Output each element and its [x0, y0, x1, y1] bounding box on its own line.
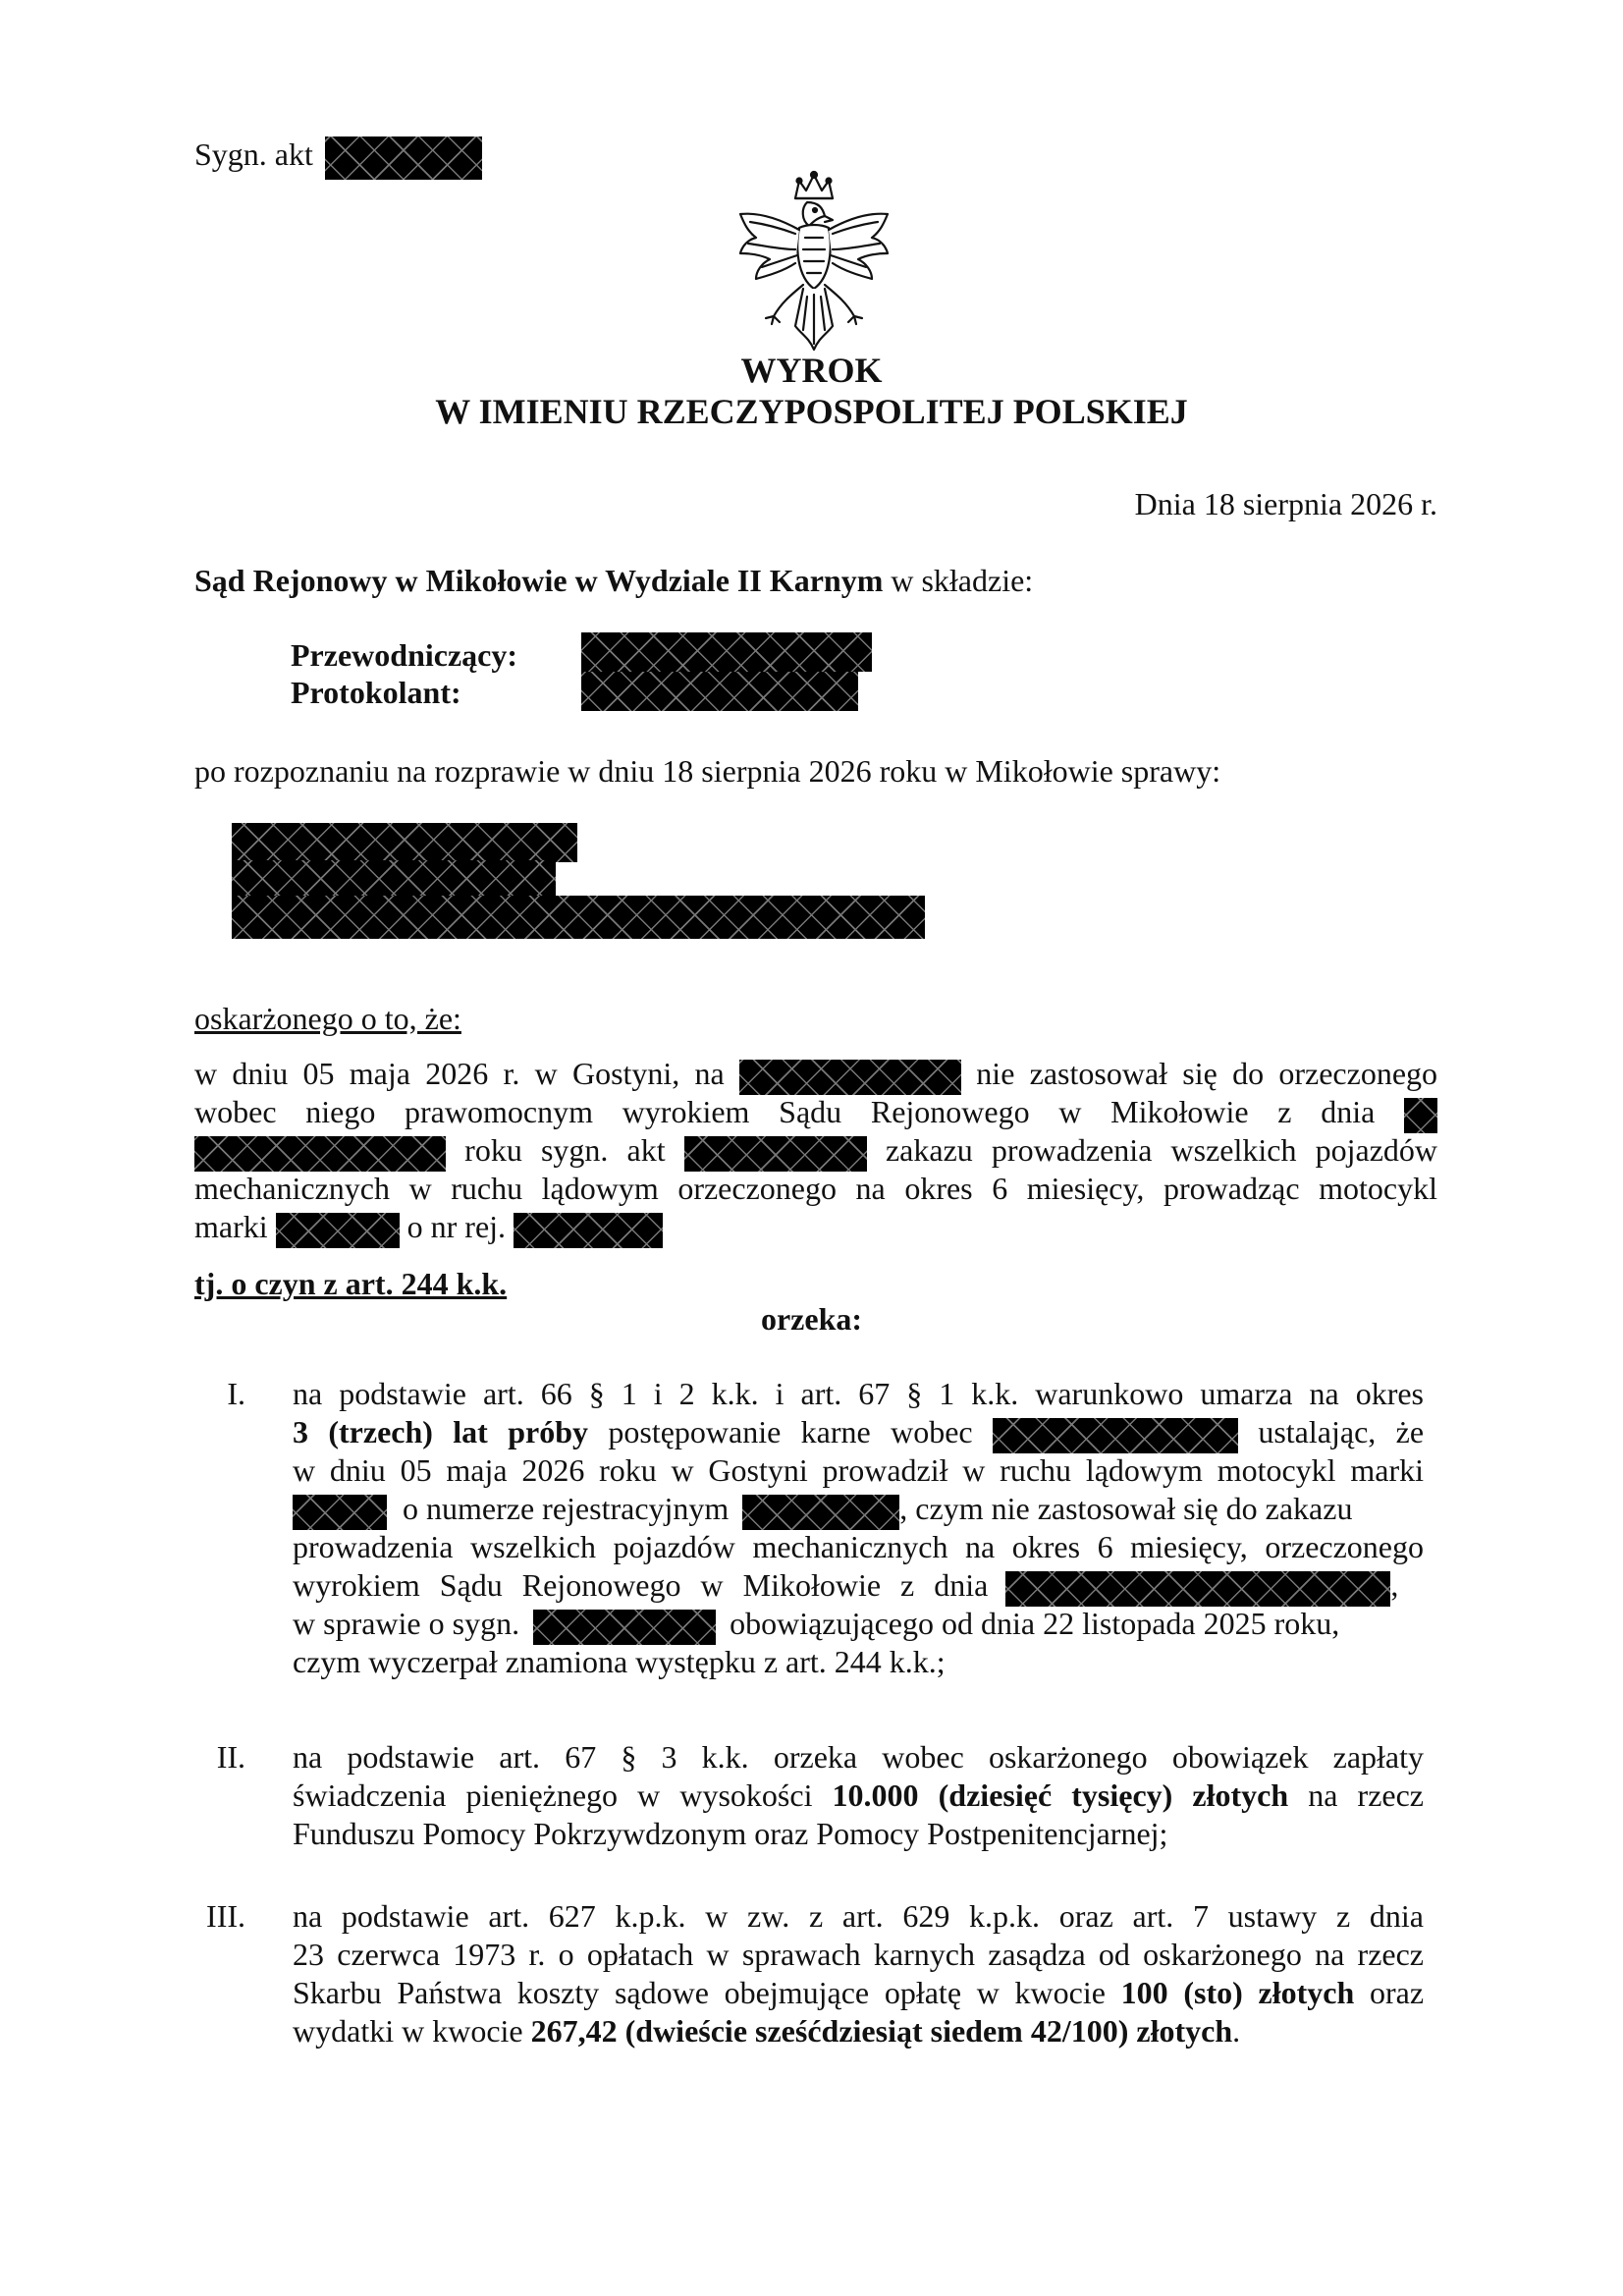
redacted-block	[684, 1136, 867, 1172]
ruling-line	[293, 1375, 1424, 1413]
charge-line	[194, 1055, 1437, 1093]
court-line	[194, 562, 1033, 599]
ruling-text: na rzecz	[1308, 1777, 1424, 1813]
ruling-bold: 10.000 (dziesięć tysięcy) złotych	[832, 1777, 1289, 1813]
ruling-text: świadczenia pieniężnego w wysokości	[293, 1777, 813, 1813]
ruling-line	[293, 1974, 1424, 2012]
charge-text: w dniu 05 maja 2026 r. w Gostyni, na	[194, 1056, 725, 1091]
court-suffix: w składzie:	[883, 563, 1034, 598]
redacted-block	[194, 1136, 446, 1172]
ruling-text: wyrokiem Sądu Rejonowego w Mikołowie z dnia	[293, 1567, 989, 1603]
ruling-bold: 100 (sto) złotych	[1120, 1975, 1355, 2010]
ruling-line	[293, 1738, 1424, 1777]
hearing-line: po rozpoznaniu na rozprawie w dniu 18 sierpnia 2026 roku w Mikołowie sprawy:	[194, 753, 1221, 789]
ruling-numeral: III.	[206, 1898, 245, 1934]
redacted-block	[739, 1060, 961, 1095]
charge-text: o nr rej.	[406, 1209, 507, 1244]
ruling-text: , czym nie zastosował się do zakazu	[899, 1491, 1353, 1526]
qualification-text: tj. o czyn z art. 244 k.k.	[194, 1266, 508, 1301]
ruling-paragraph-2	[293, 1738, 1424, 1853]
redacted-block	[325, 137, 482, 180]
ruling-line	[293, 1605, 1424, 1643]
ruling-line	[293, 1936, 1424, 1974]
document-title	[0, 350, 1623, 432]
charge-line	[194, 1208, 1437, 1246]
ruling-line	[293, 1777, 1424, 1815]
ruling-bold: 3 (trzech) lat próby	[293, 1414, 588, 1449]
charge-text: mechanicznych w ruchu lądowym orzeczonego na okres 6 miesięcy, prowadząc motocykl	[194, 1171, 1437, 1206]
redacted-block	[293, 1495, 387, 1530]
ruling-text: .	[1232, 2013, 1241, 2049]
ruling-line	[293, 1528, 1424, 1566]
redacted-block	[276, 1213, 400, 1248]
charge-line	[194, 1170, 1437, 1208]
ruling-text: ,	[1390, 1567, 1399, 1603]
redacted-block	[581, 672, 858, 711]
redacted-block	[232, 823, 577, 862]
chair-label: Przewodniczący:	[291, 637, 518, 673]
polish-eagle-emblem-icon	[730, 169, 897, 354]
signature-label: Sygn. akt	[194, 137, 313, 172]
ruling-line	[293, 1566, 1424, 1605]
ruling-text: w dniu 05 maja 2026 roku w Gostyni prowadził w ruchu lądowym motocykl marki	[293, 1452, 1424, 1488]
charge-text: zakazu prowadzenia wszelkich pojazdów	[885, 1132, 1438, 1168]
charge-text: wobec niego prawomocnym wyrokiem Sądu Rejonowego w Mikołowie z dnia	[194, 1094, 1376, 1129]
ruling-text: na podstawie art. 66 § 1 i 2 k.k. i art. 67 § 1 k.k. warunkowo umarza na okres	[293, 1376, 1424, 1411]
ruling-paragraph-3	[293, 1897, 1424, 2050]
ruling-line	[293, 1451, 1424, 1490]
ruling-text: 23 czerwca 1973 r. o opłatach w sprawach karnych zasądza od oskarżonego na rzecz	[293, 1937, 1424, 1972]
charge-text: nie zastosował się do orzeczonego	[976, 1056, 1438, 1091]
ruling-line	[293, 2012, 1424, 2050]
ruling-text: o numerze rejestracyjnym	[403, 1491, 730, 1526]
title-line-2: W IMIENIU RZECZYPOSPOLITEJ POLSKIEJ	[435, 392, 1188, 431]
ruling-bold: 267,42 (dwieście sześćdziesiąt siedem 42/100) złotych	[530, 2013, 1233, 2049]
ruling-line	[293, 1643, 1424, 1681]
redacted-block	[232, 860, 556, 898]
ruling-paragraph-1	[293, 1375, 1424, 1681]
ruling-text: Funduszu Pomocy Pokrzywdzonym oraz Pomocy Postpenitencjarnej;	[293, 1816, 1168, 1851]
orzeka-heading: orzeka:	[760, 1301, 863, 1337]
ruling-line	[293, 1490, 1424, 1528]
clerk-label: Protokolant:	[291, 675, 461, 710]
redacted-block	[993, 1418, 1238, 1453]
case-signature	[194, 136, 482, 180]
redacted-block	[514, 1213, 663, 1248]
ruling-text: ustalając, że	[1258, 1414, 1425, 1449]
ruling-numeral: II.	[216, 1739, 245, 1775]
judgment-date: Dnia 18 sierpnia 2026 r.	[1134, 486, 1437, 521]
ruling-numeral: I.	[227, 1376, 245, 1411]
charge-line	[194, 1131, 1437, 1170]
redacted-block	[581, 632, 872, 672]
court-name: Sąd Rejonowy w Mikołowie w Wydziale II Karnym	[194, 563, 884, 598]
ruling-text: postępowanie karne wobec	[608, 1414, 973, 1449]
charge-line	[194, 1093, 1437, 1131]
legal-qualification	[194, 1265, 507, 1302]
redacted-block	[232, 896, 925, 939]
charge-heading-text: oskarżonego o to, że:	[194, 1001, 461, 1036]
ruling-text: obowiązującego od dnia 22 listopada 2025 roku,	[730, 1606, 1340, 1641]
redacted-block	[742, 1495, 899, 1530]
ruling-line	[293, 1413, 1424, 1451]
ruling-text: w sprawie o sygn.	[293, 1606, 520, 1641]
ruling-text: Skarbu Państwa koszty sądowe obejmujące opłatę w kwocie	[293, 1975, 1106, 2010]
ruling-text: wydatki w kwocie	[293, 2013, 523, 2049]
redacted-block	[1005, 1571, 1390, 1607]
title-line-1: WYROK	[740, 351, 883, 390]
charge-paragraph	[194, 1055, 1437, 1246]
ruling-text: na podstawie art. 627 k.p.k. w zw. z art. 629 k.p.k. oraz art. 7 ustawy z dnia	[293, 1898, 1424, 1934]
redacted-block	[1404, 1098, 1437, 1133]
ruling-text: prowadzenia wszelkich pojazdów mechanicznych na okres 6 miesięcy, orzeczonego	[293, 1529, 1424, 1564]
ruling-line	[293, 1815, 1424, 1853]
charge-text: marki	[194, 1209, 268, 1244]
ruling-text: oraz	[1369, 1975, 1425, 2010]
charge-heading	[194, 1000, 461, 1037]
ruling-text: na podstawie art. 67 § 3 k.k. orzeka wobec oskarżonego obowiązek zapłaty	[293, 1739, 1424, 1775]
charge-text: roku sygn. akt	[464, 1132, 666, 1168]
ruling-text: czym wyczerpał znamiona występku z art. 244 k.k.;	[293, 1644, 946, 1679]
redacted-block	[533, 1610, 716, 1645]
ruling-line	[293, 1897, 1424, 1936]
